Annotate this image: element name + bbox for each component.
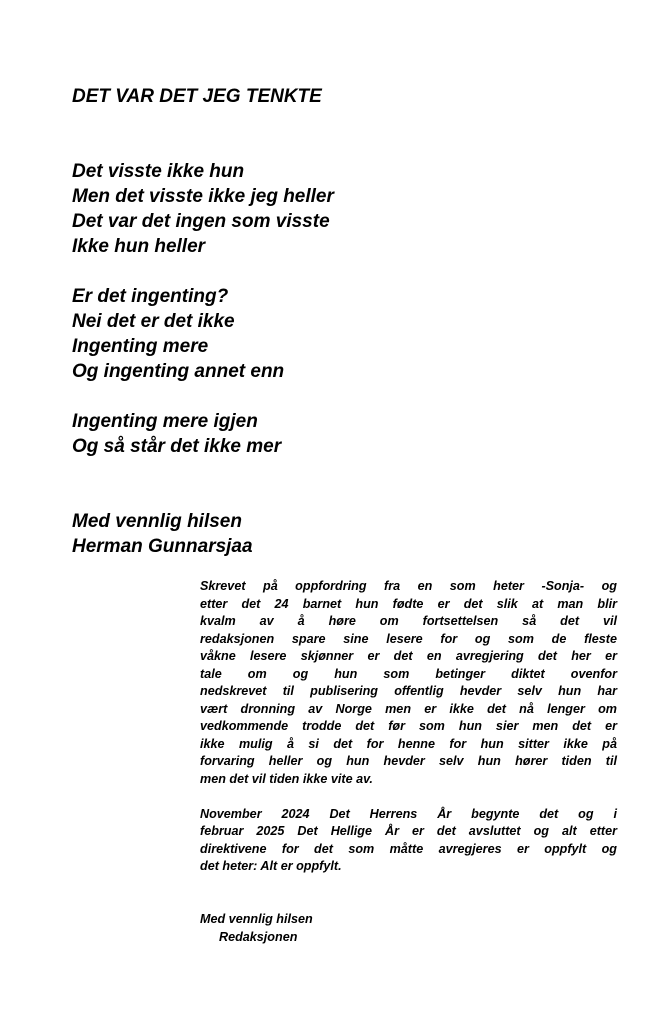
note-line: tale om og hun som betinger diktet ovenfor	[200, 666, 617, 681]
note-line: etter det 24 barnet hun fødte er det slik at man blir	[200, 596, 617, 611]
poem-author: Herman Gunnarsjaa	[72, 536, 253, 557]
note-line: nedskrevet til publisering offentlig hevder selv hun har	[200, 684, 617, 698]
poem-closing: Med vennlig hilsen	[72, 511, 242, 532]
note-line: men det vil tiden ikke vite av.	[200, 771, 373, 786]
note-closing: Med vennlig hilsen	[200, 912, 313, 926]
poem-line: Ingenting mere igjen	[72, 411, 258, 432]
editorial-note	[200, 578, 617, 876]
poem	[72, 84, 334, 559]
poem-line: Ikke hun heller	[72, 236, 206, 257]
note-line: vedkommende trodde det før som hun sier men det er	[200, 719, 617, 733]
note-signer: Redaksjonen	[219, 930, 298, 944]
poem-line: Ingenting mere	[72, 336, 209, 357]
poem-line: Og ingenting annet enn	[72, 361, 285, 382]
editorial-signoff	[200, 910, 313, 946]
poem-line: Nei det er det ikke	[72, 311, 235, 332]
note-line: februar 2025 Det Hellige År er det avsluttet og alt etter	[200, 824, 617, 838]
note-line: ikke mulig å si det for henne for hun sitter ikke på	[200, 736, 617, 751]
stanza-2	[72, 284, 334, 384]
note-line: våkne lesere skjønner er det en avregjering det her er	[200, 649, 617, 663]
poem-line: Og så står det ikke mer	[72, 436, 282, 457]
note-line: vært dronning av Norge men er ikke det nå lenger om	[200, 701, 617, 716]
note-line: Skrevet på oppfordring fra en som heter -Sonja- og	[200, 579, 617, 593]
poem-title: DET VAR DET JEG TENKTE	[72, 86, 322, 107]
poem-line: Det var det ingen som visste	[72, 211, 330, 232]
note-line: forvaring heller og hun hevder selv hun hører tiden til	[200, 754, 617, 768]
note-line: redaksjonen spare sine lesere for og som de fleste	[200, 631, 617, 646]
stanza-1	[72, 159, 334, 259]
note-paragraph-1	[200, 578, 617, 788]
poem-line: Det visste ikke hun	[72, 161, 245, 182]
note-line: kvalm av å høre om fortsettelsen så det vil	[200, 614, 617, 628]
poem-line: Er det ingenting?	[72, 286, 229, 307]
note-paragraph-2	[200, 806, 617, 876]
note-line: November 2024 Det Herrens År begynte det og i	[200, 806, 617, 821]
stanza-3	[72, 409, 334, 459]
note-line: direktivene for det som måtte avregjeres er oppfylt og	[200, 841, 617, 856]
note-line: det heter: Alt er oppfylt.	[200, 859, 342, 873]
poem-line: Men det visste ikke jeg heller	[72, 186, 334, 207]
